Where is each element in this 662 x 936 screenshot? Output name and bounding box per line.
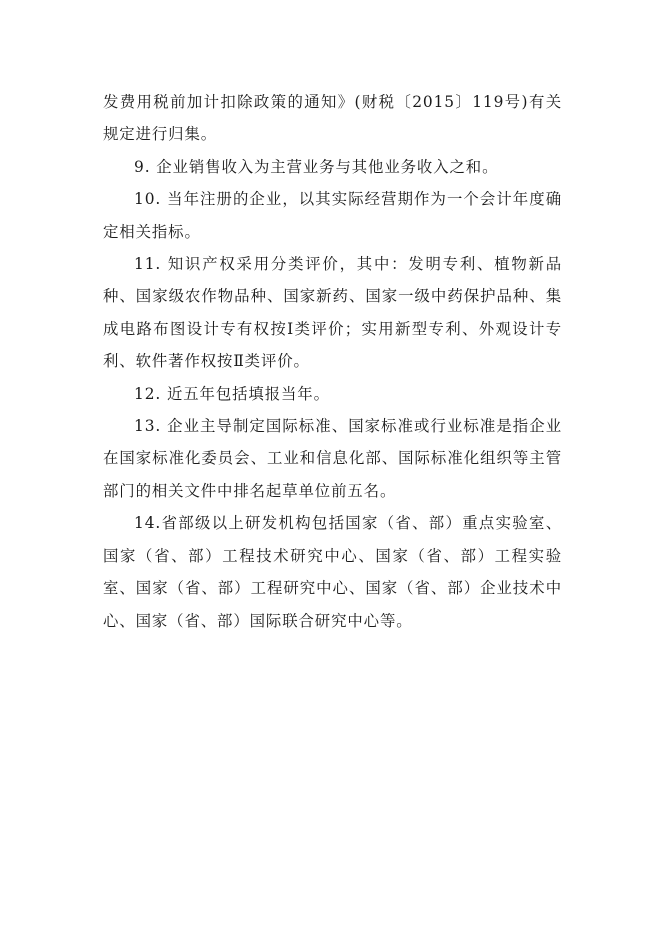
paragraph-item-10: 10. 当年注册的企业，以其实际经营期作为一个会计年度确定相关指标。 bbox=[103, 190, 562, 241]
paragraph-item-9: 9. 企业销售收入为主营业务与其他业务收入之和。 bbox=[134, 157, 499, 176]
paragraph-continuation: 发费用税前加计扣除政策的通知》(财税〔2015〕119号)有关规定进行归集。 bbox=[103, 93, 562, 144]
paragraph-item-14: 14.省部级以上研发机构包括国家（省、部）重点实验室、国家（省、部）工程技术研究中心、国家（省、部）工程实验室、国家（省、部）工程研究中心、国家（省、部）企业技术中心、国家（省、部）国际联合研究中心等。 bbox=[103, 514, 562, 630]
paragraph-item-12: 12. 近五年包括填报当年。 bbox=[134, 384, 330, 403]
paragraph-item-11: 11. 知识产权采用分类评价，其中：发明专利、植物新品种、国家级农作物品种、国家新药、国家一级中药保护品种、集成电路布图设计专有权按Ⅰ类评价；实用新型专利、外观设计专利、软件著作权按Ⅱ类评价。 bbox=[103, 255, 562, 371]
paragraph-item-13: 13. 企业主导制定国际标准、国家标准或行业标准是指企业在国家标准化委员会、工业和信息化部、国际标准化组织等主管部门的相关文件中排名起草单位前五名。 bbox=[103, 417, 562, 500]
document-body bbox=[103, 86, 562, 637]
